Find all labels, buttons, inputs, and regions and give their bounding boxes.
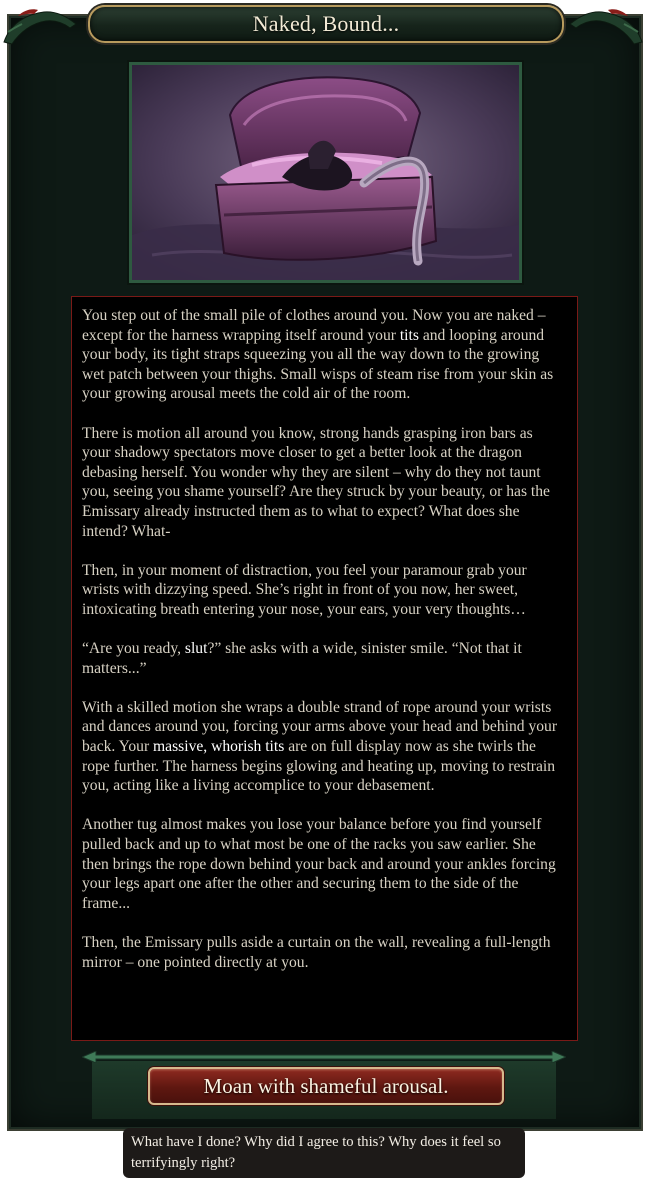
story-text: Then, the Emissary pulls aside a curtain on the wall, revealing a full-length mirror – one pointed directly at you. — [82, 934, 551, 971]
story-paragraph — [82, 815, 565, 913]
story-paragraph — [82, 698, 565, 796]
story-text: and looping around your body, its tight straps squeezing you all the way down to the growing wet patch between your thighs. Small wisps of steam rise from your skin as your growing arousal meets the cold air of the room. — [82, 326, 554, 403]
story-text: You step out of the small pile of clothes around you. Now you are naked – except for the harness wrapping itself around your — [82, 307, 546, 344]
event-title-plate — [88, 5, 564, 43]
dragon-ornament-icon — [566, 2, 646, 46]
story-paragraph — [82, 424, 565, 542]
choice-option-button[interactable] — [148, 1067, 504, 1105]
treasure-chest-illustration — [132, 65, 519, 280]
highlighted-keyword: tits — [399, 326, 419, 344]
story-text: There is motion all around you know, strong hands grasping iron bars as your shadowy spectators move closer to get a better look at the dragon debasing herself. You wonder why they are silent – why do they not taunt you, seeing you shame yourself? Are they struck by your beauty, or has the Emissary already instructed them as to what to expect? What does she intend? What- — [82, 424, 550, 540]
ornament-rail — [82, 1051, 566, 1063]
story-text: With a skilled motion she wraps a double strand of rope around your wrists and dances around you, forcing your arms above your head and behind your back. Your — [82, 698, 558, 756]
tooltip-text: What have I done? Why did I agree to this? Why does it feel so terrifyingly right? — [131, 1134, 501, 1171]
story-text: are on full display now as she twirls the rope further. The harness begins glowing and heating up, moving to restrain you, acting like a living accomplice to your debasement. — [82, 738, 556, 795]
highlighted-keyword: slut — [184, 640, 208, 658]
story-text: Another tug almost makes you lose your balance before you find yourself pulled back and up to what most be one of the racks you saw earlier. She then brings the rope down behind your back and around your ankles forcing your legs apart one after the other and securing them to the side of the frame... — [82, 816, 556, 912]
story-text: “Are you ready, — [82, 640, 185, 658]
choice-option-label: Moan with shameful arousal. — [203, 1073, 449, 1098]
story-paragraph — [82, 306, 565, 404]
story-paragraph — [82, 933, 565, 972]
event-title: Naked, Bound... — [252, 11, 400, 36]
story-text: ?” she asks with a wide, sinister smile. “Not that it matters...” — [82, 640, 522, 677]
event-illustration — [129, 62, 522, 283]
event-description — [71, 296, 578, 1041]
story-text: Then, in your moment of distraction, you feel your paramour grab your wrists with dizzying speed. She’s right in front of you now, her sweet, intoxicating breath entering your nose, your ears, your very thoughts… — [82, 561, 527, 618]
dragon-ornament-icon — [0, 2, 80, 46]
story-paragraph — [82, 561, 565, 620]
story-paragraph — [82, 639, 565, 678]
choice-tooltip — [123, 1128, 525, 1178]
highlighted-keyword: massive, whorish tits — [153, 738, 285, 756]
